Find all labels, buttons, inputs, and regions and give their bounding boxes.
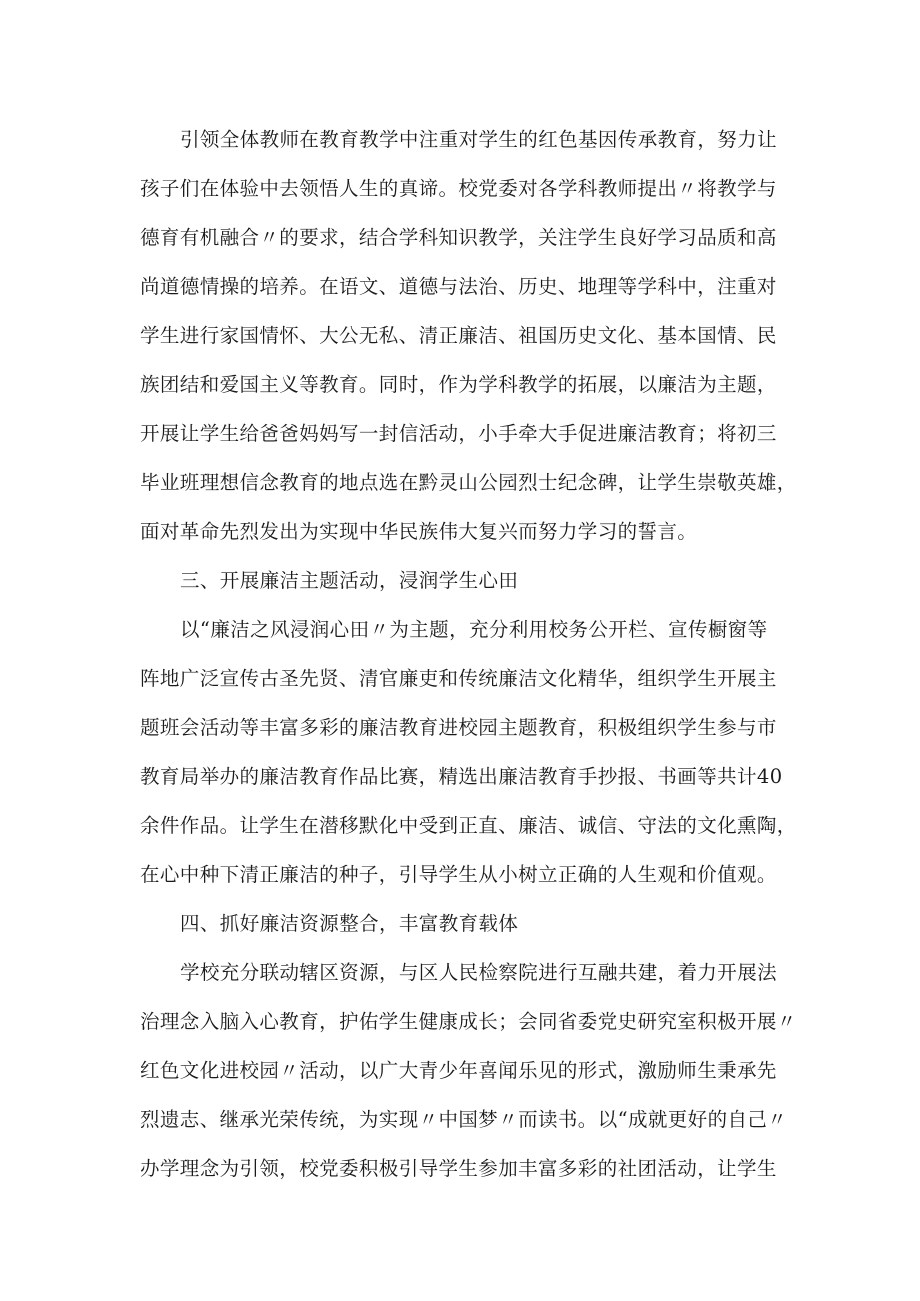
paragraph-line: 以“廉洁之风浸润心田〃为主题，充分利用校务公开栏、宣传橱窗等 [180,618,768,641]
paragraph-line: 教育局举办的廉洁教育作品比赛，精选出廉洁教育手抄报、书画等共计40 [140,765,783,788]
paragraph-line: 开展让学生给爸爸妈妈写一封信活动，小手牵大手促进廉洁教育；将初三 [140,422,777,445]
paragraph-line: 烈遗志、继承光荣传统，为实现〃中国梦〃而读书。以“成就更好的自己〃 [140,1108,788,1131]
paragraph-line: 学校充分联动辖区资源，与区人民检察院进行互融共建，着力开展法 [180,961,778,984]
paragraph-line: 引领全体教师在教育教学中注重对学生的红色基因传承教育，努力让 [180,128,778,151]
paragraph-line: 毕业班理想信念教育的地点选在黔灵山公园烈士纪念碑，让学生崇敬英雄， [140,471,797,494]
paragraph-line: 余件作品。让学生在潜移默化中受到正直、廉洁、诚信、守法的文化熏陶， [140,814,797,837]
paragraph-line: 阵地广泛宣传古圣先贤、清官廉吏和传统廉洁文化精华，组织学生开展主 [140,667,777,690]
paragraph-line: 题班会活动等丰富多彩的廉洁教育进校园主题教育，积极组织学生参与市 [140,716,777,739]
paragraph-line: 学生进行家国情怀、大公无私、清正廉洁、祖国历史文化、基本国情、民 [140,324,777,347]
paragraph-line: 族团结和爱国主义等教育。同时，作为学科教学的拓展，以廉洁为主题， [140,373,777,396]
paragraph-line: 办学理念为引领，校党委积极引导学生参加丰富多彩的社团活动，让学生 [140,1157,777,1180]
section-heading: 四、抓好廉洁资源整合，丰富教育载体 [180,912,519,935]
paragraph-line: 面对革命先烈发出为实现中华民族伟大复兴而努力学习的誓言。 [140,520,698,543]
paragraph-line: 红色文化进校园〃活动，以广大青少年喜闻乐见的形式，激励师生秉承先 [140,1059,777,1082]
section-heading: 三、开展廉洁主题活动，浸润学生心田 [180,569,519,592]
paragraph-line: 孩子们在体验中去领悟人生的真谛。校党委对各学科教师提出〃将教学与 [140,177,777,200]
paragraph-line: 治理念入脑入心教育，护佑学生健康成长；会同省委党史研究室积极开展〃 [140,1010,797,1033]
paragraph-line: 德育有机融合〃的要求，结合学科知识教学，关注学生良好学习品质和高 [140,226,777,249]
paragraph-line: 在心中种下清正廉洁的种子，引导学生从小树立正确的人生观和价值观。 [140,863,777,886]
paragraph-line: 尚道德情操的培养。在语文、道德与法治、历史、地理等学科中，注重对 [140,275,777,298]
